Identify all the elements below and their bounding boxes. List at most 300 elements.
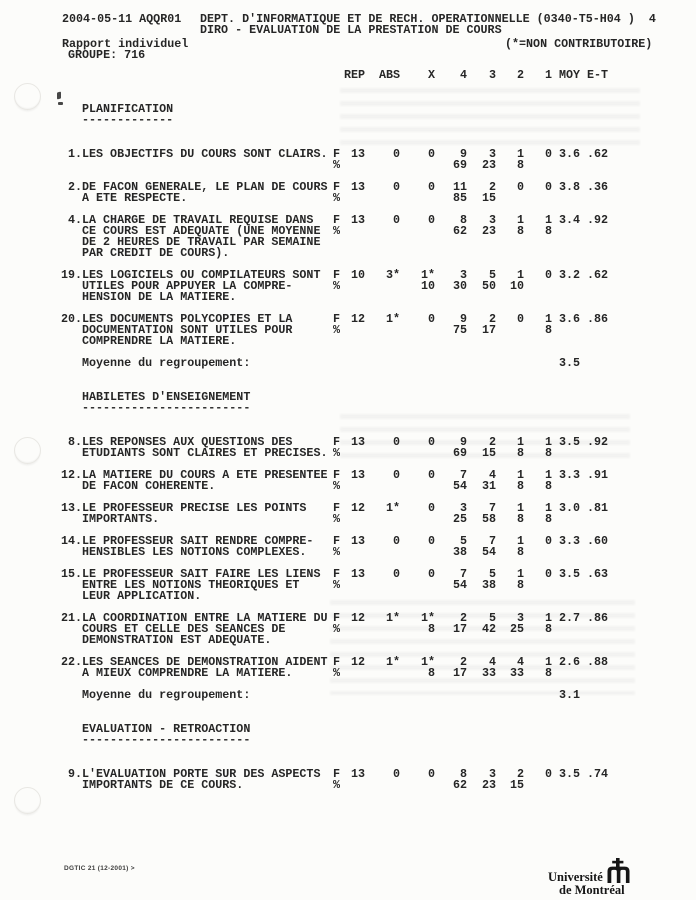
question-text-line: LA COORDINATION ENTRE LA MATIERE DU <box>82 611 328 625</box>
pct-value: 42 <box>481 622 496 636</box>
form-code: DGTIC 21 (12-2001) > <box>64 865 135 872</box>
freq-value: 2 <box>459 655 467 669</box>
stat-cell <box>344 569 365 602</box>
stat-cell <box>435 503 467 525</box>
spacer <box>435 358 467 369</box>
question-number: 21. <box>60 611 82 625</box>
stat-cell <box>552 470 580 492</box>
freq-value: .60 <box>586 534 608 548</box>
stat-cell <box>580 270 608 303</box>
freq-value: 13 <box>350 180 365 194</box>
column-header: 4 <box>459 68 467 82</box>
pct-value: 8 <box>516 224 524 238</box>
stat-cell <box>365 657 400 679</box>
freq-value: 2.6 <box>558 655 580 669</box>
freq-value: 3 <box>459 501 467 515</box>
stat-cell <box>344 769 365 791</box>
stat-cell <box>467 215 496 259</box>
stat-cell <box>467 503 496 525</box>
pct-value: 8 <box>544 512 552 526</box>
pct-row-label: % <box>333 158 341 172</box>
freq-value: 1 <box>516 147 524 161</box>
freq-value: 13 <box>350 767 365 781</box>
pct-row-label: % <box>333 666 341 680</box>
stat-cell <box>580 182 608 204</box>
column-header-row <box>54 70 608 81</box>
spacer <box>365 690 400 701</box>
question-number: 8. <box>67 435 82 449</box>
freq-value: 7 <box>459 567 467 581</box>
stat-cell <box>435 182 467 204</box>
question-text <box>82 657 330 679</box>
stat-cell <box>524 657 552 679</box>
freq-value: 1 <box>516 534 524 548</box>
question-text <box>82 182 330 204</box>
stat-cell <box>552 503 580 525</box>
freq-value: 0 <box>392 534 400 548</box>
row-type-labels <box>330 613 344 646</box>
question-text <box>82 769 330 791</box>
question-text-line: LE PROFESSEUR SAIT FAIRE LES LIENS <box>82 567 321 581</box>
spacer <box>54 358 82 369</box>
question-text-line: LE PROFESSEUR PRECISE LES POINTS <box>82 501 307 515</box>
question-row <box>54 270 608 303</box>
freq-value: 2 <box>516 767 524 781</box>
column-header: MOY <box>558 68 580 82</box>
question-text <box>82 503 330 525</box>
freq-value: 2 <box>488 435 496 449</box>
noncontributory-legend: (*=NON CONTRIBUTOIRE) <box>505 37 653 51</box>
freq-value: 0 <box>392 180 400 194</box>
freq-value: 3 <box>488 767 496 781</box>
column-header: 2 <box>516 68 524 82</box>
freq-value: 0 <box>427 147 435 161</box>
freq-value: 0 <box>544 567 552 581</box>
pct-value: 58 <box>481 512 496 526</box>
question-text-line: LES DOCUMENTS POLYCOPIES ET LA <box>82 312 293 326</box>
stat-cell <box>580 569 608 602</box>
freq-value: 11 <box>452 180 467 194</box>
stat-cell <box>400 536 435 558</box>
pct-value: 8 <box>544 666 552 680</box>
question-text-line: LES SEANCES DE DEMONSTRATION AIDENT <box>82 655 328 669</box>
section-underline: ------------------------ <box>82 733 251 747</box>
stat-cell <box>400 503 435 525</box>
pct-value: 33 <box>481 666 496 680</box>
pct-row-label: % <box>333 191 341 205</box>
freq-value: .92 <box>586 435 608 449</box>
freq-value: .86 <box>586 611 608 625</box>
freq-value: 1 <box>516 268 524 282</box>
stat-cell <box>524 536 552 558</box>
pct-value: 15 <box>509 778 524 792</box>
freq-value: 1* <box>420 611 435 625</box>
question-text-line: LES REPONSES AUX QUESTIONS DES <box>82 435 293 449</box>
stat-cell <box>400 270 435 303</box>
freq-value: 5 <box>488 567 496 581</box>
question-text-line: DE 2 HEURES DE TRAVAIL PAR SEMAINE <box>82 235 321 249</box>
freq-value: .62 <box>586 147 608 161</box>
column-header: ABS <box>378 68 400 82</box>
question-number: 1. <box>67 147 82 161</box>
section-header <box>54 724 608 746</box>
pct-value: 50 <box>481 279 496 293</box>
freq-row-label: F <box>333 180 341 194</box>
stat-cell <box>435 569 467 602</box>
stat-cell <box>400 215 435 259</box>
question-text-line: COURS ET CELLE DES SEANCES DE <box>82 622 286 636</box>
stat-cell <box>580 215 608 259</box>
section-title: HABILETES D'ENSEIGNEMENT <box>82 390 251 404</box>
stat-cell <box>467 314 496 347</box>
freq-value: .91 <box>586 468 608 482</box>
spacer <box>54 70 82 81</box>
stat-cell <box>580 536 608 558</box>
row-type-labels <box>330 769 344 791</box>
stat-cell <box>435 769 467 791</box>
stat-cell <box>580 613 608 646</box>
freq-value: 3.4 <box>558 213 580 227</box>
stat-cell <box>344 215 365 259</box>
stat-cell <box>365 470 400 492</box>
freq-value: 13 <box>350 213 365 227</box>
freq-value: 7 <box>488 534 496 548</box>
freq-value: 9 <box>459 435 467 449</box>
question-row <box>54 149 608 171</box>
freq-value: 0 <box>544 268 552 282</box>
stat-cell <box>344 536 365 558</box>
spacer <box>344 690 365 701</box>
question-text-line: IMPORTANTS. <box>82 512 160 526</box>
row-type-labels <box>330 470 344 492</box>
freq-value: 5 <box>459 534 467 548</box>
column-header: X <box>427 68 435 82</box>
stat-cell <box>524 569 552 602</box>
row-type-labels <box>330 437 344 459</box>
stat-cell <box>365 613 400 646</box>
question-text-line: DEMONSTRATION EST ADEQUATE. <box>82 633 272 647</box>
stat-cell <box>580 470 608 492</box>
question-row <box>54 215 608 259</box>
stat-cell <box>524 769 552 791</box>
pct-row-label: % <box>333 578 341 592</box>
pct-row-label: % <box>333 323 341 337</box>
stat-cell <box>400 613 435 646</box>
stat-cell <box>552 657 580 679</box>
stat-cell <box>435 613 467 646</box>
stat-cell <box>400 569 435 602</box>
report-body <box>54 104 608 802</box>
spacer <box>330 358 344 369</box>
udem-tower-icon <box>605 858 632 886</box>
pct-value: 38 <box>452 545 467 559</box>
stat-cell <box>552 613 580 646</box>
freq-value: 0 <box>427 435 435 449</box>
pct-row-label: % <box>333 446 341 460</box>
udem-logo-text-line1: Université <box>548 870 603 884</box>
freq-value: 5 <box>488 268 496 282</box>
freq-value: 0 <box>427 767 435 781</box>
freq-value: 1 <box>544 435 552 449</box>
freq-value: 0 <box>427 312 435 326</box>
stat-cell <box>344 657 365 679</box>
pct-value: 8 <box>516 446 524 460</box>
freq-value: 13 <box>350 147 365 161</box>
stat-cell <box>467 657 496 679</box>
freq-value: 1* <box>385 611 400 625</box>
freq-value: 1 <box>544 655 552 669</box>
group-mean-row <box>54 690 608 701</box>
freq-row-label: F <box>333 213 341 227</box>
stat-cell <box>496 503 524 525</box>
question-row <box>54 314 608 347</box>
question-row <box>54 657 608 679</box>
question-row <box>54 536 608 558</box>
question-text-line: A ETE RESPECTE. <box>82 191 188 205</box>
section-underline: ------------- <box>82 113 174 127</box>
column-header: REP <box>344 68 366 82</box>
freq-row-label: F <box>333 567 341 581</box>
row-type-labels <box>330 215 344 259</box>
stat-cell <box>496 470 524 492</box>
stat-cell <box>400 182 435 204</box>
pct-row-label: % <box>333 622 341 636</box>
udem-logo-text-line2: de Montréal <box>559 883 625 897</box>
row-type-labels <box>330 182 344 204</box>
question-text-line: UTILES POUR APPUYER LA COMPRE- <box>82 279 293 293</box>
pct-value: 8 <box>544 479 552 493</box>
freq-row-label: F <box>333 268 341 282</box>
freq-value: 1* <box>385 312 400 326</box>
freq-value: 2 <box>488 180 496 194</box>
stat-cell <box>400 657 435 679</box>
question-text-line: ETUDIANTS SONT CLAIRES ET PRECISES. <box>82 446 328 460</box>
freq-row-label: F <box>333 767 341 781</box>
group-label: GROUPE: 716 <box>68 48 146 62</box>
freq-value: 1 <box>516 213 524 227</box>
stat-cell <box>467 149 496 171</box>
spacer <box>467 358 496 369</box>
stat-cell <box>467 536 496 558</box>
group-mean-row <box>54 358 608 369</box>
freq-value: 2 <box>459 611 467 625</box>
section-title: EVALUATION - RETROACTION <box>82 722 251 736</box>
stat-cell <box>365 215 400 259</box>
freq-value: .88 <box>586 655 608 669</box>
stat-cell <box>552 569 580 602</box>
freq-value: 0 <box>427 213 435 227</box>
question-text-line: PAR CREDIT DE COURS). <box>82 246 230 260</box>
column-header: 3 <box>488 68 496 82</box>
section-header <box>54 104 608 126</box>
question-text <box>82 536 330 558</box>
stat-cell <box>435 657 467 679</box>
stat-cell <box>467 270 496 303</box>
pct-value: 8 <box>544 323 552 337</box>
stat-cell <box>365 769 400 791</box>
stat-cell <box>496 270 524 303</box>
freq-value: 3.5 <box>558 767 580 781</box>
freq-value: 0 <box>392 147 400 161</box>
section-underline: ------------------------ <box>82 401 251 415</box>
stat-cell <box>552 182 580 204</box>
stat-cell <box>496 215 524 259</box>
question-number: 13. <box>60 501 82 515</box>
freq-value: 8 <box>459 767 467 781</box>
stat-cell <box>524 470 552 492</box>
question-text-line: DOCUMENTATION SONT UTILES POUR <box>82 323 293 337</box>
stat-cell <box>524 314 552 347</box>
question-number: 2. <box>67 180 82 194</box>
stat-cell <box>524 215 552 259</box>
spacer <box>580 358 608 369</box>
department-line: DEPT. D'INFORMATIQUE ET DE RECH. OPERATIONNELLE (0340-T5-H04 ) 4 <box>200 12 656 26</box>
freq-value: 3.5 <box>558 567 580 581</box>
spacer <box>496 358 524 369</box>
stat-cell <box>524 613 552 646</box>
pct-value: 54 <box>452 578 467 592</box>
stat-cell <box>435 470 467 492</box>
stat-cell <box>400 437 435 459</box>
question-number: 4. <box>67 213 82 227</box>
question-text <box>82 314 330 347</box>
stat-cell <box>344 613 365 646</box>
pct-value: 69 <box>452 158 467 172</box>
question-row <box>54 182 608 204</box>
pct-value: 17 <box>481 323 496 337</box>
freq-value: 13 <box>350 534 365 548</box>
pct-value: 30 <box>452 279 467 293</box>
freq-value: 3 <box>516 611 524 625</box>
stat-cell <box>365 314 400 347</box>
pct-value: 85 <box>452 191 467 205</box>
freq-value: 0 <box>392 468 400 482</box>
pct-row-label: % <box>333 545 341 559</box>
stat-cell <box>552 536 580 558</box>
spacer <box>344 358 365 369</box>
stat-cell <box>496 182 524 204</box>
spacer <box>400 358 435 369</box>
freq-value: 1* <box>385 655 400 669</box>
pct-value: 23 <box>481 158 496 172</box>
stat-cell <box>400 314 435 347</box>
group-mean-value: 3.5 <box>558 356 580 370</box>
freq-value: 0 <box>516 312 524 326</box>
report-title-line: DIRO - EVALUATION DE LA PRESTATION DE COURS <box>200 23 502 37</box>
stat-cell <box>344 503 365 525</box>
spacer <box>330 690 344 701</box>
pct-value: 17 <box>452 622 467 636</box>
spacer <box>524 690 552 701</box>
stat-cell <box>496 149 524 171</box>
pct-value: 54 <box>452 479 467 493</box>
stat-cell <box>552 314 580 347</box>
pct-value: 8 <box>516 545 524 559</box>
pct-row-label: % <box>333 224 341 238</box>
question-text-line: CE COURS EST ADEQUATE (UNE MOYENNE <box>82 224 321 238</box>
freq-row-label: F <box>333 312 341 326</box>
freq-value: 3.8 <box>558 180 580 194</box>
question-text-line: LES OBJECTIFS DU COURS SONT CLAIRS. <box>82 147 328 161</box>
freq-value: 5 <box>488 611 496 625</box>
freq-value: .63 <box>586 567 608 581</box>
freq-value: 3.2 <box>558 268 580 282</box>
stat-cell <box>496 569 524 602</box>
question-row <box>54 613 608 646</box>
question-text-line: LA MATIERE DU COURS A ETE PRESENTEE <box>82 468 328 482</box>
punch-hole <box>14 787 41 814</box>
pct-value: 8 <box>427 666 435 680</box>
question-number: 20. <box>60 312 82 326</box>
freq-value: 1 <box>544 501 552 515</box>
pct-value: 15 <box>481 191 496 205</box>
stat-cell <box>344 437 365 459</box>
stat-cell <box>496 657 524 679</box>
freq-value: .92 <box>586 213 608 227</box>
freq-value: 0 <box>427 468 435 482</box>
section-title: PLANIFICATION <box>82 102 174 116</box>
freq-value: 1 <box>544 213 552 227</box>
question-text-line: DE FACON COHERENTE. <box>82 479 216 493</box>
pct-value: 75 <box>452 323 467 337</box>
spacer <box>435 690 467 701</box>
freq-value: .62 <box>586 268 608 282</box>
question-text <box>82 613 330 646</box>
freq-value: 1* <box>420 655 435 669</box>
question-text <box>82 215 330 259</box>
freq-value: 1 <box>516 501 524 515</box>
stat-cell <box>580 149 608 171</box>
row-type-labels <box>330 503 344 525</box>
stat-cell <box>344 182 365 204</box>
pct-value: 54 <box>481 545 496 559</box>
pct-value: 62 <box>452 224 467 238</box>
freq-value: 0 <box>392 435 400 449</box>
freq-value: 3.5 <box>558 435 580 449</box>
question-text <box>82 470 330 492</box>
stat-cell <box>580 657 608 679</box>
spacer <box>365 358 400 369</box>
freq-value: 0 <box>427 567 435 581</box>
question-text <box>82 437 330 459</box>
section-header <box>54 392 608 414</box>
freq-value: 4 <box>516 655 524 669</box>
freq-value: 3.3 <box>558 534 580 548</box>
stat-cell <box>467 437 496 459</box>
freq-value: 3* <box>385 268 400 282</box>
freq-value: 0 <box>544 534 552 548</box>
spacer <box>400 690 435 701</box>
pct-row-label: % <box>333 778 341 792</box>
freq-row-label: F <box>333 147 341 161</box>
stat-cell <box>365 569 400 602</box>
freq-value: 0 <box>392 767 400 781</box>
question-row <box>54 569 608 602</box>
stat-cell <box>552 437 580 459</box>
freq-value: .81 <box>586 501 608 515</box>
question-row <box>54 437 608 459</box>
spacer <box>467 690 496 701</box>
stat-cell <box>496 314 524 347</box>
question-text-line: ENTRE LES NOTIONS THEORIQUES ET <box>82 578 300 592</box>
question-text <box>82 270 330 303</box>
column-header: 1 <box>544 68 552 82</box>
stat-cell <box>365 270 400 303</box>
stat-cell <box>435 314 467 347</box>
row-type-labels <box>330 536 344 558</box>
stat-cell <box>365 437 400 459</box>
pct-value: 10 <box>509 279 524 293</box>
